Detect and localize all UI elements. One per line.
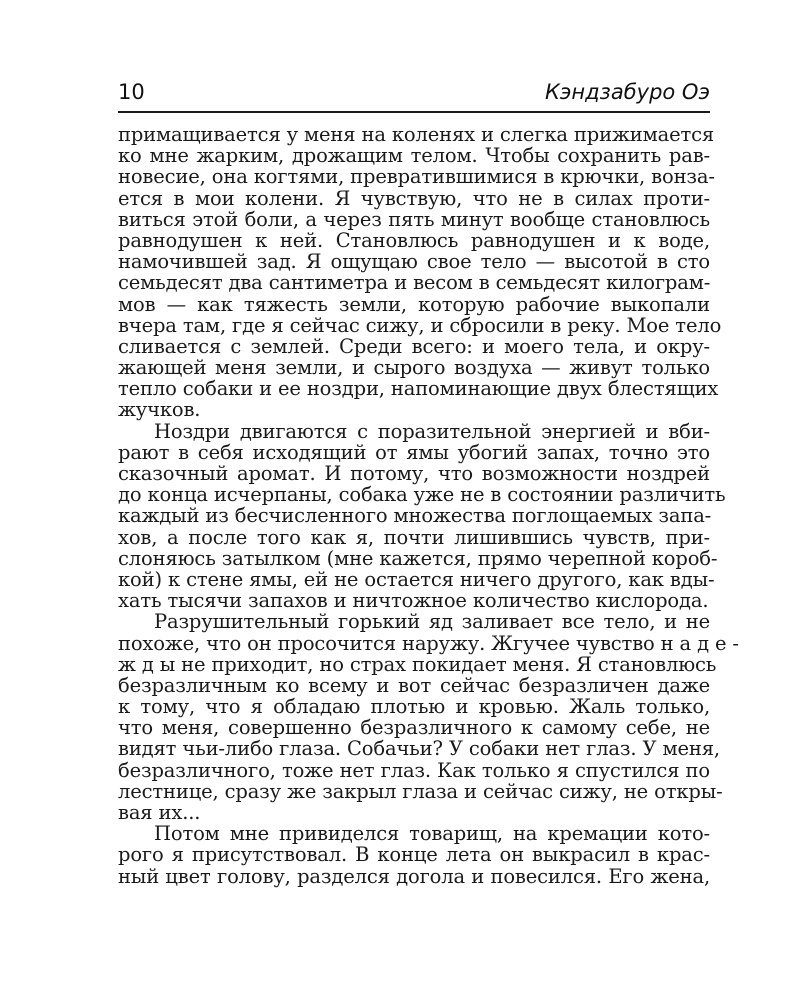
book-author: Кэндзабуро Оэ (544, 80, 710, 104)
text-line: Ноздри двигаются с поразительной энергией и вби- (154, 419, 710, 443)
body-text (118, 123, 739, 888)
page-number: 10 (118, 80, 145, 104)
text-line: жающей меня земли, и сырого воздуха — живут только (118, 356, 710, 380)
text-line: ж д ы не приходит, но страх покидает меня. Я становлюсь (118, 652, 717, 676)
text-line: семьдесят два сантиметра и весом в семьдесят килограм- (118, 271, 711, 295)
text-line: что меня, совершенно безразличного к самому себе, не (118, 716, 710, 740)
text-line: виться этой боли, а через пять минут вообще становлюсь (118, 207, 710, 231)
text-line: рают в себя исходящий от ямы убогий запах, точно это (118, 440, 710, 464)
text-line: мов — как тяжесть земли, которую рабочие выкопали (118, 292, 710, 316)
text-line: хов, а после того как я, почти лишившись чувств, при- (118, 525, 710, 549)
running-head (118, 80, 710, 108)
text-line: хать тысячи запахов и ничтожное количество кислорода. (118, 589, 709, 613)
text-line: ный цвет голову, разделся догола и повесился. Его жена, (118, 864, 710, 888)
text-line: Потом мне привиделся товарищ, на кремации кото- (154, 822, 710, 846)
text-line: новесие, она когтями, превратившимися в крючки, вонза- (118, 165, 715, 189)
text-line: равнодушен к ней. Становлюсь равнодушен и к воде, (118, 228, 710, 252)
text-line: жучков. (118, 398, 201, 422)
text-line: к тому, что я обладаю плотью и кровью. Жаль только, (118, 695, 710, 719)
text-line: ко мне жарким, дрожащим телом. Чтобы сохранить рав- (118, 144, 710, 168)
text-line: лестнице, сразу же закрыл глаза и сейчас сижу, не откры- (118, 779, 723, 803)
text-line: кой) к стене ямы, ей не остается ничего другого, как вды- (118, 567, 715, 591)
text-line: намочившей зад. Я ощущаю свое тело — высотой в сто (118, 250, 710, 274)
text-line: сливается с землей. Среди всего: и моего тела, и окру- (118, 334, 710, 358)
text-line: рого я присутствовал. В конце лета он выкрасил в крас- (118, 843, 710, 867)
text-line: до конца исчерпаны, собака уже не в состоянии различить (118, 483, 726, 507)
text-line: безразличного, тоже нет глаз. Как только я спустился по (118, 758, 710, 782)
text-line: примащивается у меня на коленях и слегка прижимается (118, 123, 715, 146)
text-line: слоняюсь затылком (мне кажется, прямо черепной короб- (118, 546, 718, 570)
text-line: вчера там, где я сейчас сижу, и сбросили в реку. Мое тело (118, 313, 722, 337)
text-line: безразличным ко всему и вот сейчас безразличен даже (118, 673, 710, 697)
text-line: тепло собаки и ее ноздри, напоминающие двух блестящих (118, 377, 719, 401)
text-line: видят чьи-либо глаза. Собачьи? У собаки нет глаз. У меня, (118, 737, 720, 761)
text-line: ется в мои колени. Я чувствую, что не в силах проти- (118, 186, 710, 210)
text-line: сказочный аромат. И потому, что возможности ноздрей (118, 462, 710, 485)
header-rule (118, 111, 710, 113)
text-line: похоже, что он просочится наружу. Жгучее чувство н а д е - (118, 631, 739, 655)
text-line: каждый из бесчисленного множества поглощаемых запа- (118, 504, 712, 528)
text-line: Разрушительный горький яд заливает все тело, и не (154, 610, 710, 634)
text-line: вая их... (118, 801, 201, 824)
